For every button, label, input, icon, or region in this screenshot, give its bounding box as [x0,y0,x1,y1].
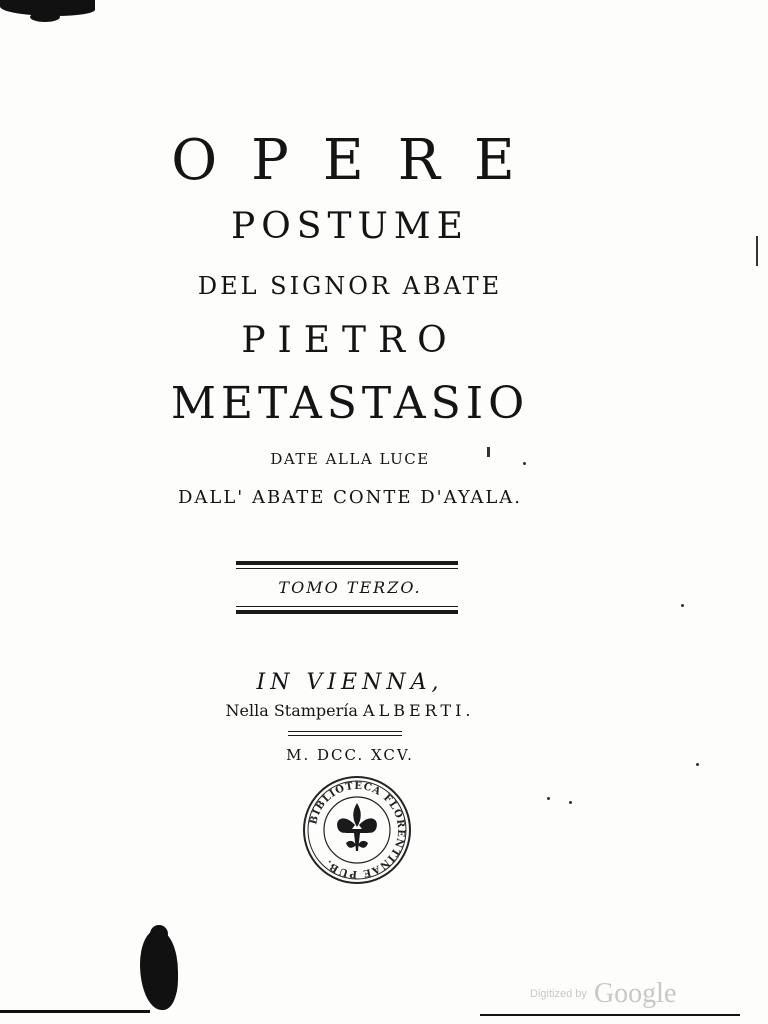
title-del-signor-abate: DEL SIGNOR ABATE [197,272,503,300]
rule-thick-bottom [236,610,458,614]
imprint-printer [40,701,660,720]
title-pietro: PIETRO [241,320,459,361]
speck [547,797,550,800]
ink-blot-bottom-2 [150,925,168,943]
imprint-year: M. DCC. XCV. [286,746,414,764]
stamp-text: BIBLIOTECA FLORENTINAE PUB. [308,780,407,880]
library-stamp [300,773,414,887]
speck [569,801,572,804]
google-logo: Google [593,978,677,1009]
rule-year-top [288,731,402,732]
speck [696,763,699,766]
title-opere: OPERE [171,128,549,193]
speck [756,236,758,266]
imprint-printer-prefix: Nella Stampería [225,701,358,720]
volume-label: TOMO TERZO. [278,578,422,597]
subtitle-date-alla-luce: DATE ALLA LUCE [270,450,430,468]
speck [681,604,684,607]
rule-thin-bottom [236,606,458,607]
title-postume: POSTUME [231,206,469,247]
bottom-edge-line-right [480,1014,740,1016]
digitized-watermark [530,978,676,1010]
rule-thin-top [236,568,458,569]
rule-year-bottom [288,735,402,736]
bottom-edge-line [0,1010,150,1013]
fleur-de-lis-icon [337,803,377,851]
subtitle-editor: DALL' ABATE CONTE D'AYALA. [177,487,523,508]
imprint-printer-name: ALBERTI. [363,701,475,720]
rule-thick-top [236,561,458,565]
title-metastasio: METASTASIO [170,378,530,429]
imprint-city: IN VIENNA, [256,670,444,695]
watermark-prefix: Digitized by [530,988,587,1000]
ink-blot-top-left-2 [30,12,60,22]
